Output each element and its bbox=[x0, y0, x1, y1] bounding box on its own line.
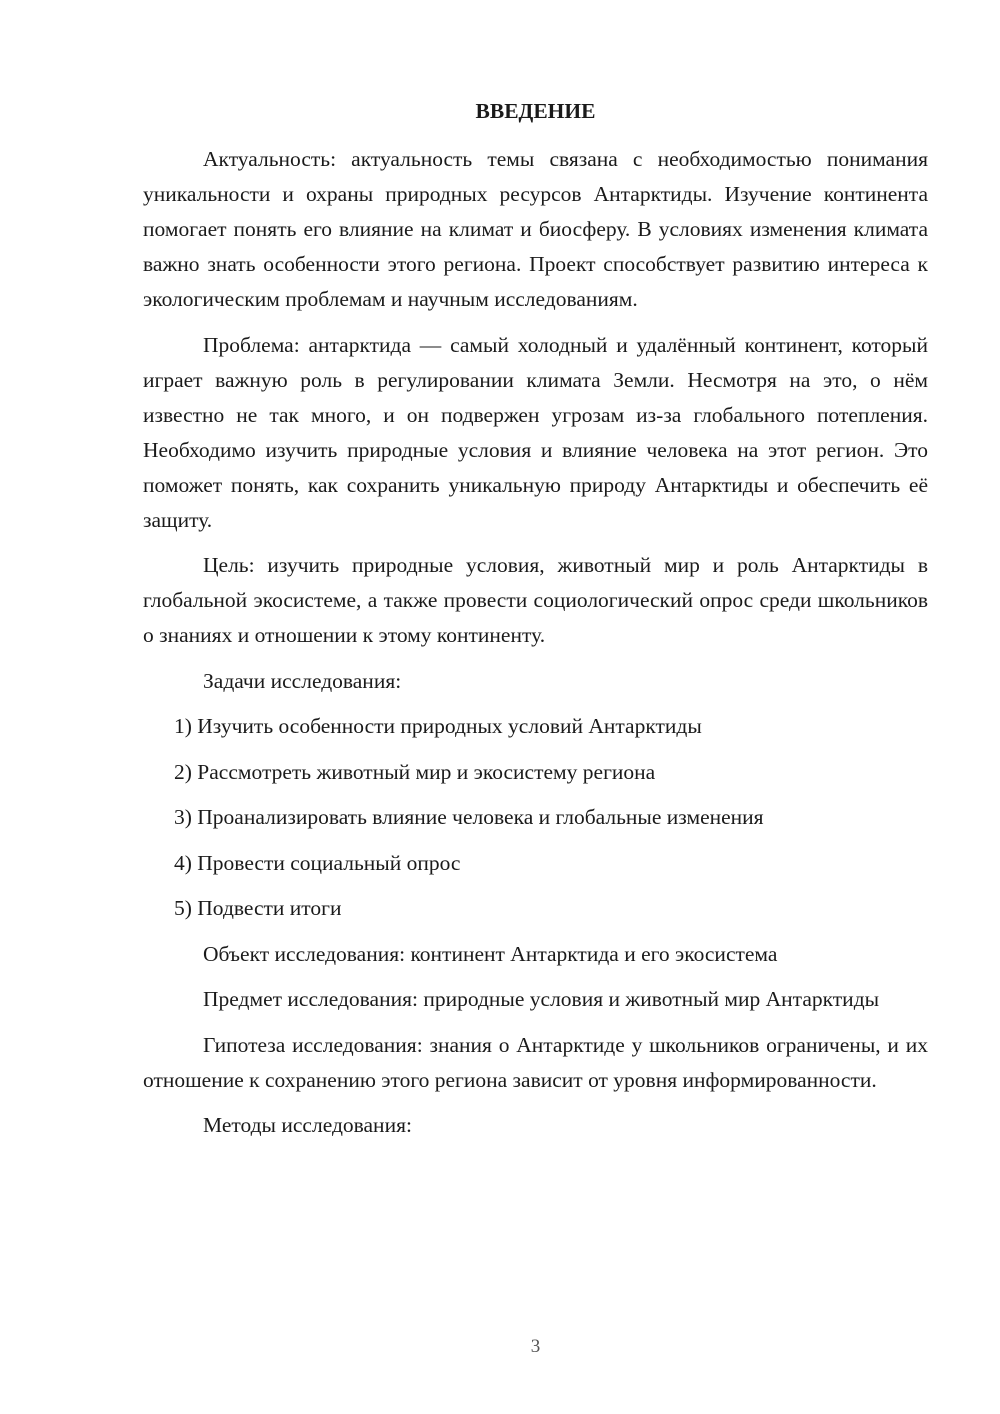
document-page bbox=[143, 0, 928, 1414]
problem-paragraph: Проблема: антарктида — самый холодный и удалённый континент, который играет важную роль в регулировании климата Земли. Несмотря на это, о нём известно не так много, и он подвержен угрозам из-за глобального потепления. Необходимо изучить природные условия и влияние человека на этот регион. Это поможет понять, как сохранить уникальную природу Антарктиды и обеспечить её защиту. bbox=[143, 332, 928, 532]
relevance-paragraph: Актуальность: актуальность темы связана с необходимостью понимания уникальности и охраны природных ресурсов Антарктиды. Изучение континента помогает понять его влияние на климат и биосферу. В условиях изменения климата важно знать особенности этого региона. Проект способствует развитию интереса к экологическим проблемам и научным исследованиям. bbox=[143, 147, 928, 311]
tasks-heading: Задачи исследования: bbox=[203, 668, 402, 693]
page-title: ВВЕДЕНИЕ bbox=[475, 99, 596, 123]
subject-paragraph: Предмет исследования: природные условия и животный мир Антарктиды bbox=[203, 987, 880, 1011]
page-number: 3 bbox=[530, 1336, 541, 1357]
list-item: 2) Рассмотреть животный мир и экосистему региона bbox=[174, 759, 656, 784]
hypothesis-paragraph: Гипотеза исследования: знания о Антарктиде у школьников ограничены, и их отношение к сохранению этого региона зависит от уровня информированности. bbox=[143, 1032, 928, 1092]
list-item: 5) Подвести итоги bbox=[174, 896, 342, 920]
methods-heading: Методы исследования: bbox=[203, 1113, 412, 1137]
list-item: 4) Провести социальный опрос bbox=[174, 850, 461, 875]
tasks-list bbox=[143, 709, 928, 937]
list-item: 3) Проанализировать влияние человека и глобальные изменения bbox=[174, 805, 764, 829]
list-item: 1) Изучить особенности природных условий Антарктиды bbox=[174, 714, 702, 738]
goal-paragraph: Цель: изучить природные условия, животный мир и роль Антарктиды в глобальной экосистеме, а также провести социологический опрос среди школьников о знаниях и отношении к этому континенту. bbox=[143, 553, 928, 647]
object-paragraph: Объект исследования: континент Антарктида и его экосистема bbox=[203, 941, 778, 966]
document-body bbox=[143, 142, 928, 1143]
